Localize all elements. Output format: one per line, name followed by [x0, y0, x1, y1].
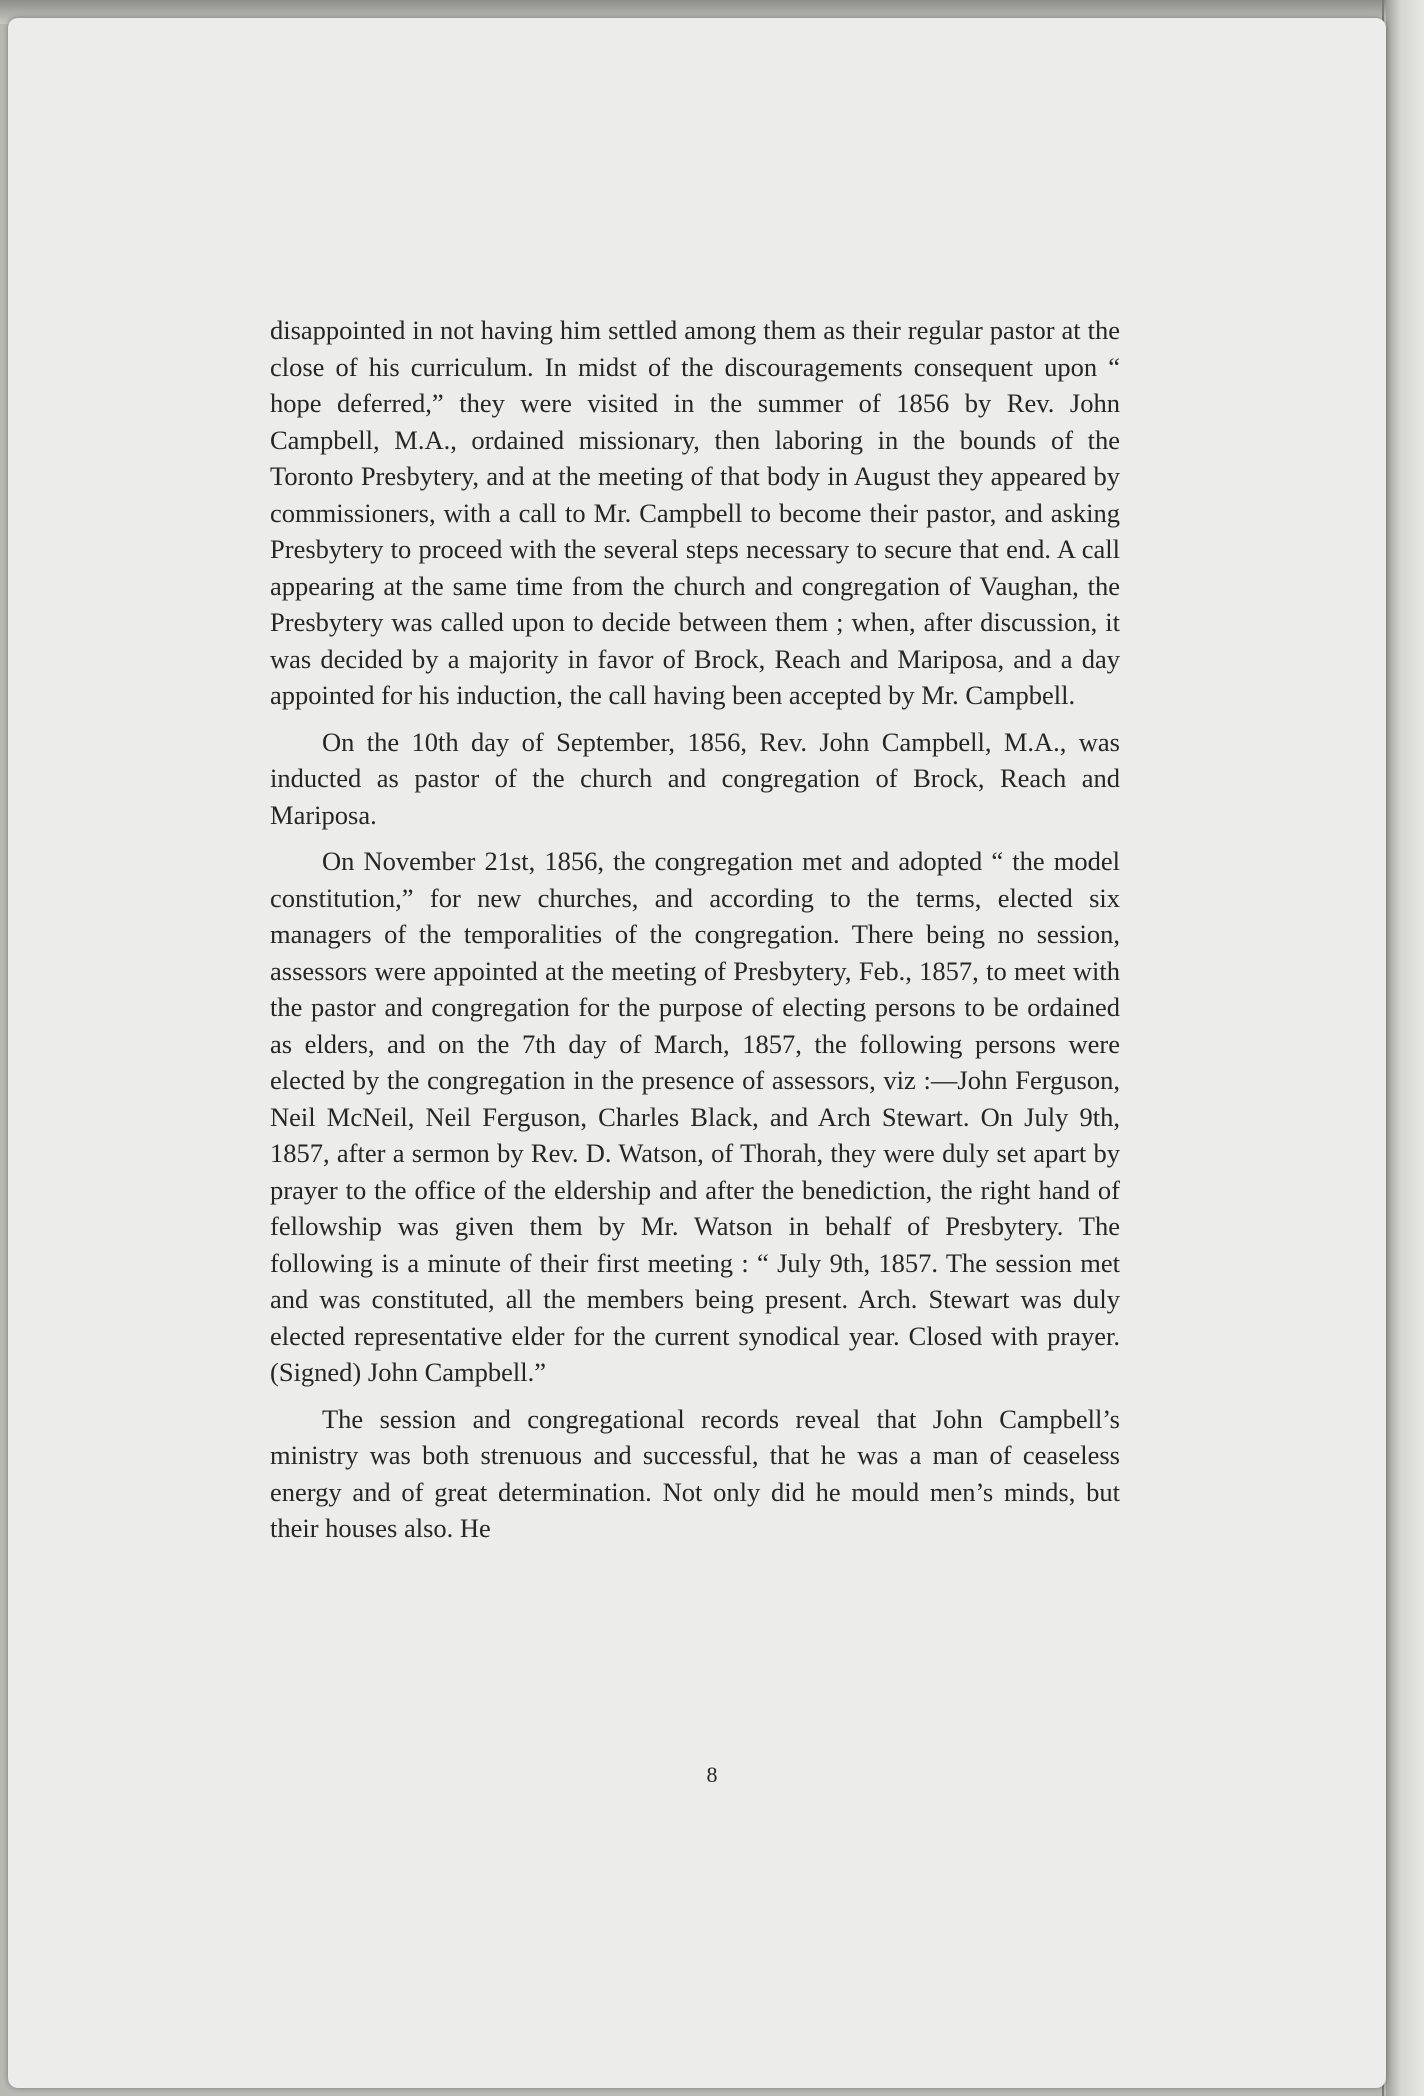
page-number: 8: [706, 1762, 718, 1787]
paragraph-4: The session and congregational records reveal that John Campbell’s ministry was both strenuous and successful, that he was a man of ceaseless energy and of great determination. Not only did he mould men’s minds, but their houses also. He: [270, 1403, 1120, 1543]
paragraph-2: On the 10th day of September, 1856, Rev. John Campbell, M.A., was inducted as pastor of the church and congregation of Brock, Reach and Mariposa.: [270, 726, 1120, 830]
paragraph-3: On November 21st, 1856, the congregation met and adopted “ the model constitution,” for new churches, and according to the terms, elected six managers of the temporalities of the congregation. There being no session, assessors were appointed at the meeting of Presbytery, Feb., 1857, to meet with the pastor and congregation for the purpose of electing persons to be ordained as elders, and on the 7th day of March, 1857, the following persons were elected by the congregation in the presence of assessors, viz :—John Ferguson, Neil McNeil, Neil Ferguson, Charles Black, and Arch Stewart. On July 9th, 1857, after a sermon by Rev. D. Watson, of Thorah, they were duly set apart by prayer to the office of the eldership and after the benediction, the right hand of fellowship was given them by Mr. Watson in behalf of Presbytery. The following is a minute of their first meeting : “ July 9th, 1857. The session met and was constituted, all the members being present. Arch. Stewart was duly elected representative elder for the current synodical year. Closed with prayer. (Signed) John Campbell.”: [270, 846, 1120, 1387]
paragraph-1: disappointed in not having him settled among them as their regular pastor at the close of his curriculum. In midst of the discouragements consequent upon “ hope deferred,” they were visited in the summer of 1856 by Rev. John Campbell, M.A., ordained missionary, then laboring in the bounds of the Toronto Presbytery, and at the meeting of that body in August they appeared by commissioners, with a call to Mr. Campbell to become their pastor, and asking Presbytery to proceed with the several steps necessary to secure that end. A call appearing at the same time from the church and congregation of Vaughan, the Presbytery was called upon to decide between them ; when, after discussion, it was decided by a majority in favor of Brock, Reach and Mariposa, and a day appointed for his induction, the call having been accepted by Mr. Campbell.: [270, 315, 1120, 710]
body-text: [270, 312, 1120, 1557]
